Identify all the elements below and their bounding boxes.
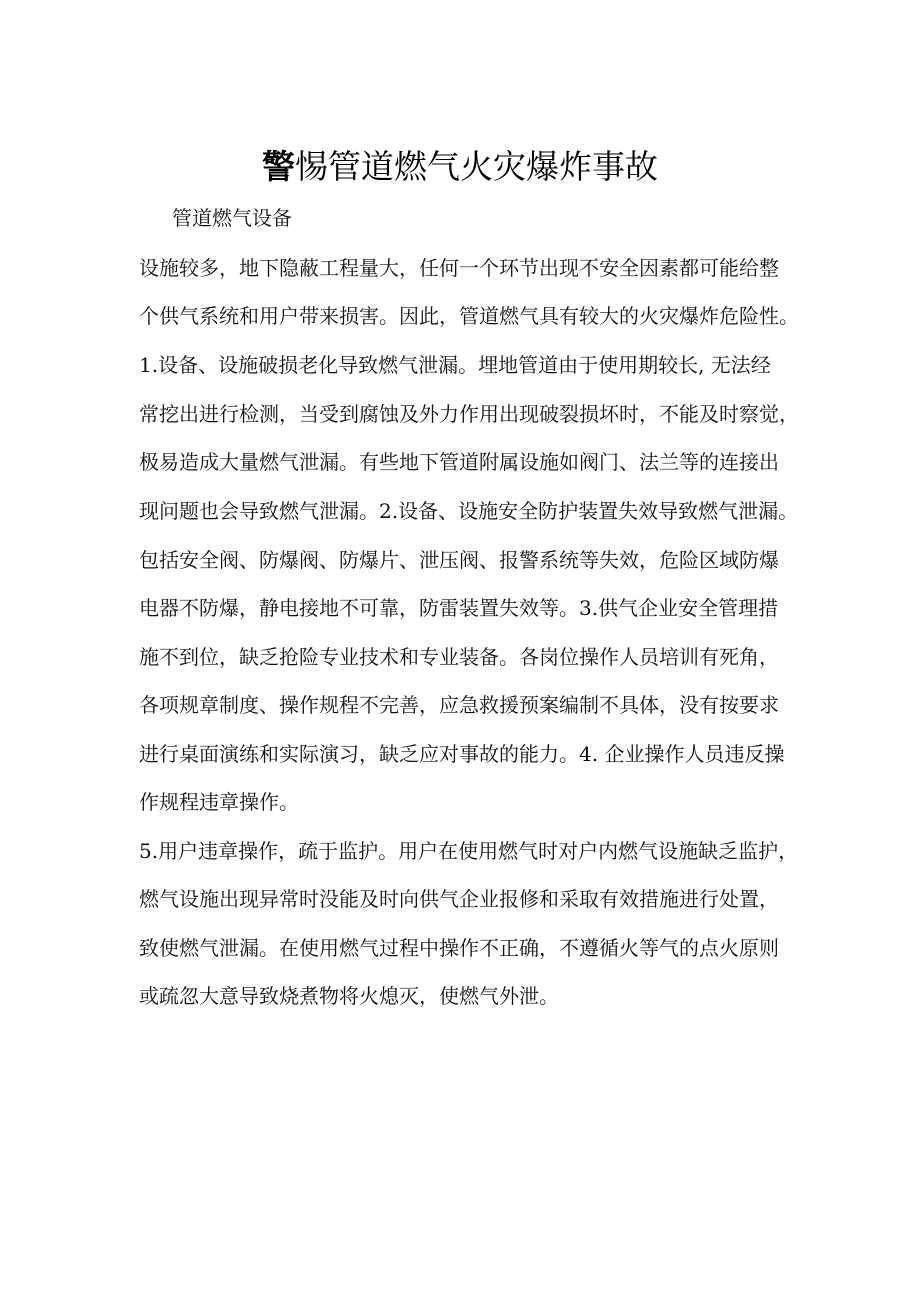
title-rest: 惕管道燃气火灾爆炸事故 (295, 147, 658, 186)
body-line: 或疏忽大意导致烧煮物将火熄灭，使燃气外泄。 (139, 984, 559, 1008)
body-line: 设施较多，地下隐蔽工程量大，任何一个环节出现不安全因素都可能给整 (139, 256, 779, 280)
body-line: 致使燃气泄漏。在使用燃气过程中操作不正确，不遵循火等气的点火原则 (139, 936, 779, 960)
body-line: 进行桌面演练和实际演习，缺乏应对事故的能力。4. 企业操作人员违反操 (139, 742, 785, 766)
body-line: 5.用户违章操作，疏于监护。用户在使用燃气时对户内燃气设施缺乏监护， (139, 839, 799, 863)
subheading: 管道燃气设备 (172, 206, 292, 230)
body-line: 包括安全阀、防爆阀、防爆片、泄压阀、报警系统等失效，危险区域防爆 (139, 548, 779, 572)
body-line: 1.设备、设施破损老化导致燃气泄漏。埋地管道由于使用期较长, 无法经 (139, 353, 771, 377)
body-line: 作规程违章操作。 (139, 790, 299, 814)
body-line: 施不到位，缺乏抢险专业技术和专业装备。各岗位操作人员培训有死角， (139, 645, 779, 669)
body-line: 各项规章制度、操作规程不完善，应急救援预案编制不具体，没有按要求 (139, 693, 779, 717)
title-first-char: 警 (262, 147, 295, 186)
document-title (0, 143, 920, 191)
body-line: 个供气系统和用户带来损害。因此，管道燃气具有较大的火灾爆炸危险性。 (139, 304, 799, 328)
body-line: 常挖出进行检测，当受到腐蚀及外力作用出现破裂损坏时，不能及时察觉， (139, 402, 799, 426)
body-line: 现问题也会导致燃气泄漏。2.设备、设施安全防护装置失效导致燃气泄漏。 (139, 499, 799, 523)
body-line: 极易造成大量燃气泄漏。有些地下管道附属设施如阀门、法兰等的连接出 (139, 450, 779, 474)
body-line: 燃气设施出现异常时没能及时向供气企业报修和采取有效措施进行处置， (139, 887, 779, 911)
body-line: 电器不防爆，静电接地不可靠，防雷装置失效等。3.供气企业安全管理措 (139, 596, 779, 620)
